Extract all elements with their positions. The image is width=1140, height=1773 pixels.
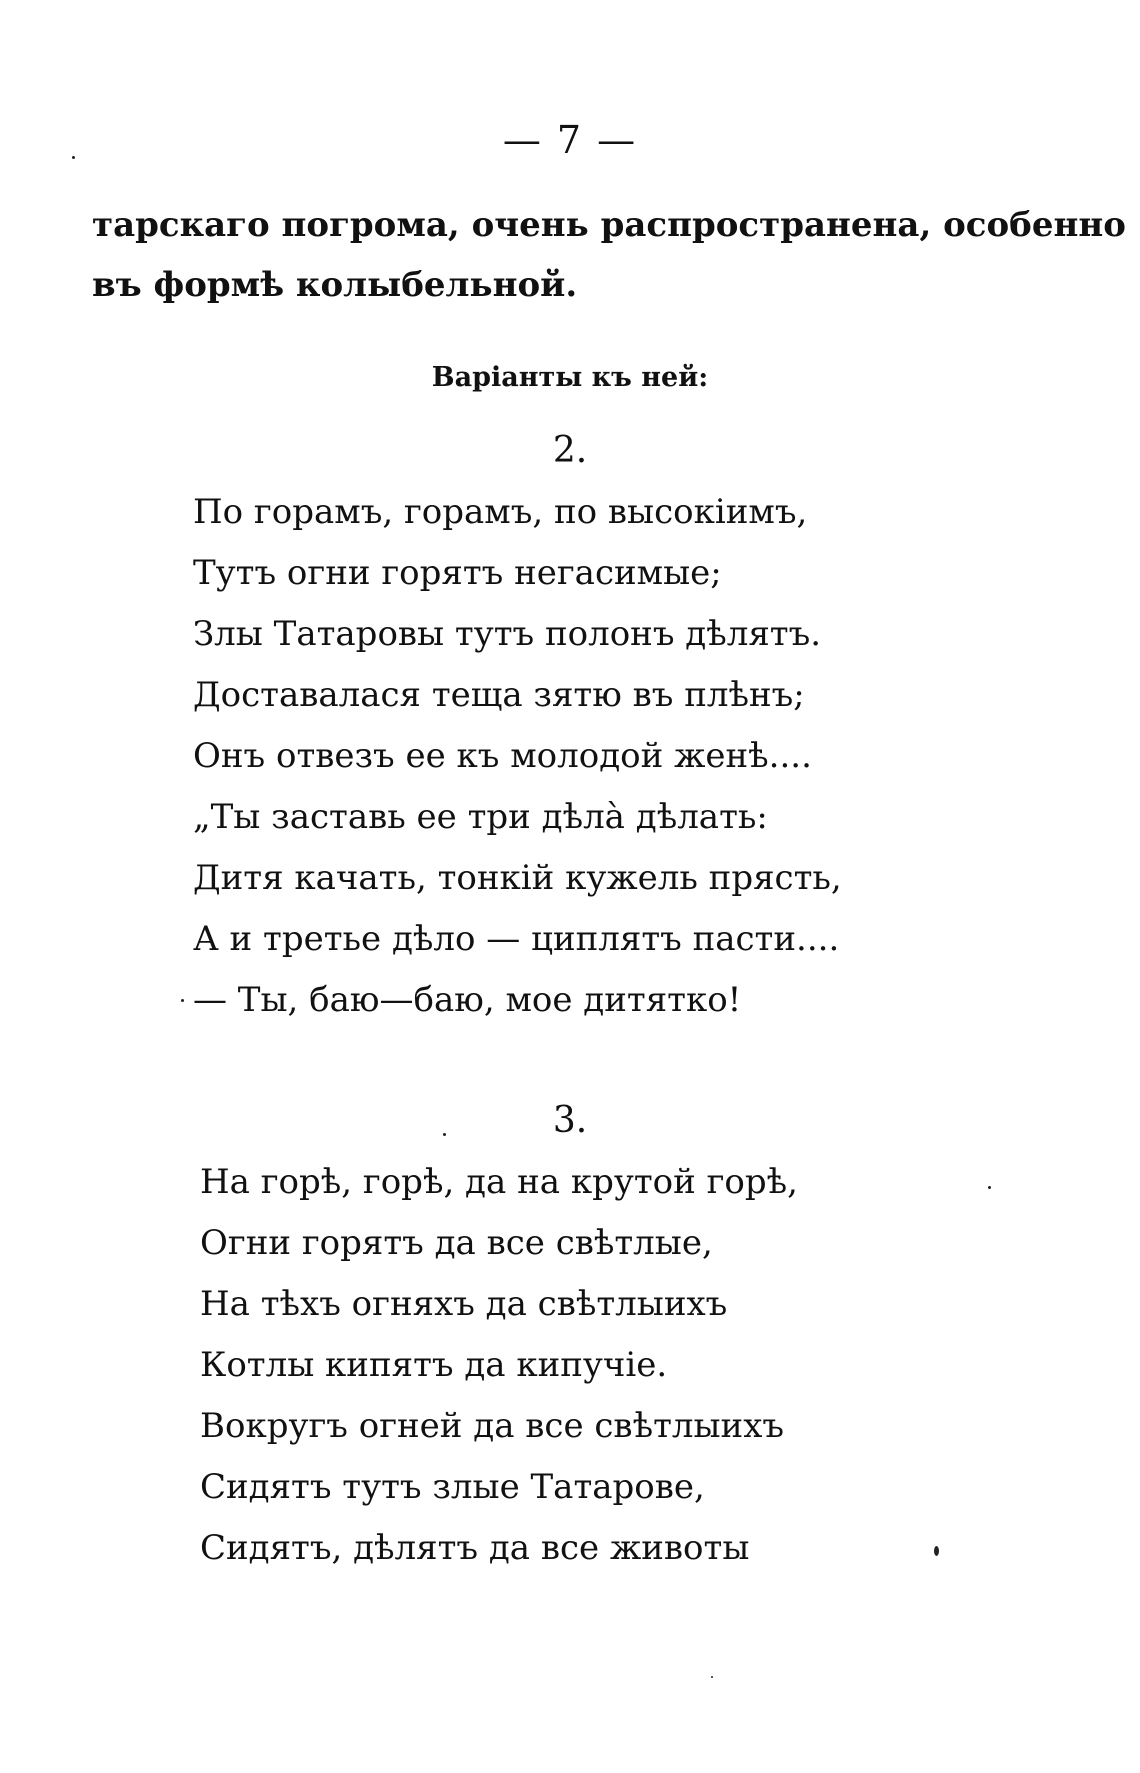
verse-line: По горамъ, горамъ, по высокіимъ, (193, 492, 808, 532)
song-stanza (200, 1152, 798, 1579)
prose-line: тарскаго погрома, очень распространена, особенно (92, 205, 1126, 245)
variants-heading: Варіанты къ ней: (431, 362, 709, 393)
verse-line: — Ты, баю—баю, мое дитятко! (193, 980, 742, 1020)
scan-speck (988, 1186, 991, 1189)
verse-line: Злы Татаровы тутъ полонъ дѣлятъ. (193, 614, 822, 654)
verse-line: Огни горятъ да все свѣтлые, (200, 1223, 713, 1263)
song-stanza (193, 482, 842, 1031)
scan-speck (181, 999, 184, 1002)
verse-line: Сидятъ тутъ злые Татарове, (200, 1467, 705, 1507)
verse-line: Тутъ огни горятъ негасимые; (193, 553, 722, 593)
scan-speck (443, 1133, 446, 1136)
verse-line: Вокругъ огней да все свѣтлыихъ (200, 1406, 785, 1446)
scan-speck (934, 1546, 939, 1556)
scan-speck (711, 1676, 713, 1678)
scan-speck (72, 156, 75, 159)
verse-line: На тѣхъ огняхъ да свѣтлыихъ (200, 1284, 728, 1324)
verse-line: Дитя качать, тонкій кужель прясть, (193, 858, 842, 898)
verse-line: „Ты заставь ее три дѣлà дѣлать: (193, 797, 768, 837)
song-number: 2. (552, 430, 588, 471)
prose-line: въ формѣ колыбельной. (92, 265, 578, 305)
verse-line: Сидятъ, дѣлятъ да все животы (200, 1528, 750, 1568)
song-number: 3. (552, 1100, 588, 1141)
verse-line: А и третье дѣло — циплятъ пасти.... (193, 919, 840, 959)
verse-line: Доставалася теща зятю въ плѣнъ; (193, 675, 805, 715)
verse-line: Онъ отвезъ ее къ молодой женѣ.... (193, 736, 812, 776)
verse-line: На горѣ, горѣ, да на крутой горѣ, (200, 1162, 798, 1202)
verse-line: Котлы кипятъ да кипучіе. (200, 1345, 668, 1385)
page-number: — 7 — (502, 118, 638, 162)
